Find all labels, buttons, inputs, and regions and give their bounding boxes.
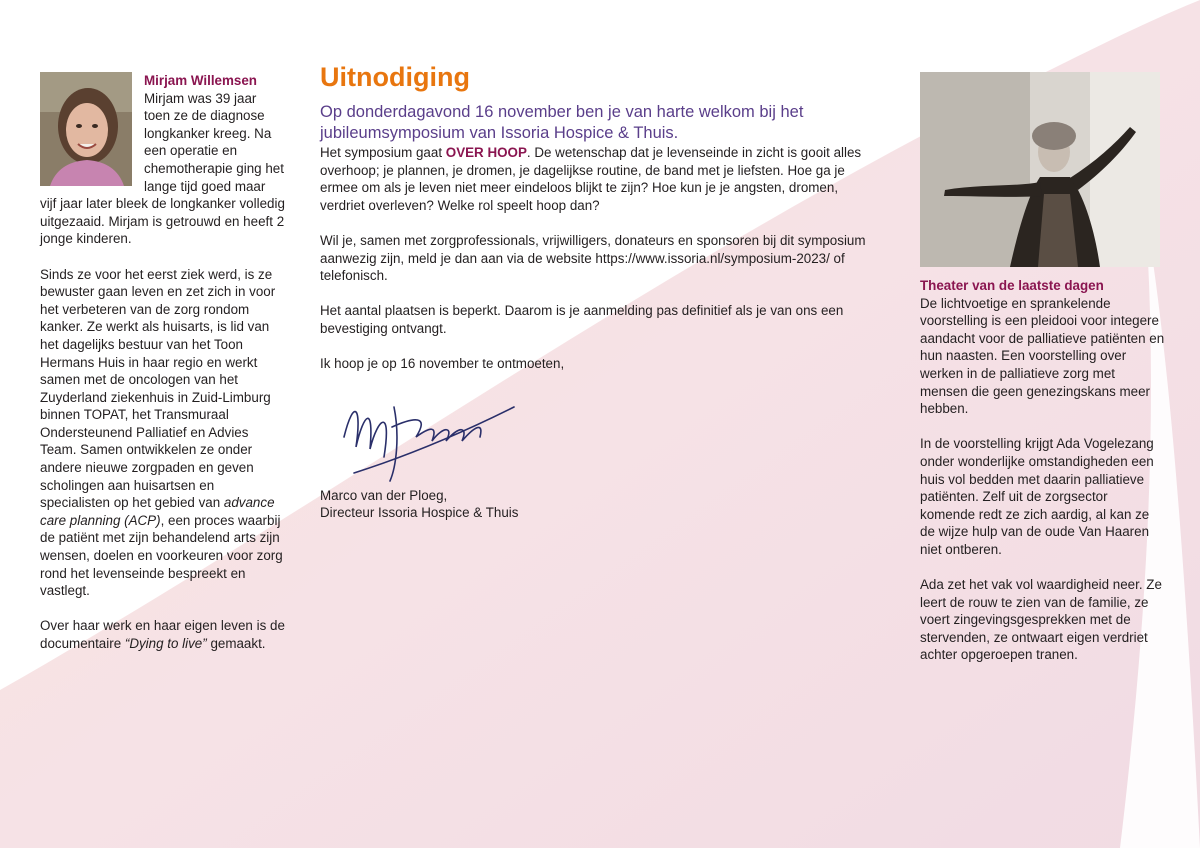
capacity-paragraph: Het aantal plaatsen is beperkt. Daarom is je aanmelding pas definitief als je van ons een bevestiging ontvangt. (320, 303, 844, 336)
intro-paragraph: Het symposium gaat OVER HOOP. De wetenschap dat je levenseinde in zicht is gooit alles overhoop; je plannen, je dromen, je dagelijkse routine, de band met je liefsten. Hoe ga je ermee om als je leven niet meer eindeloos blijkt te zijn? Hoe kun je je angsten, dromen, verdriet overleven? Welke rol speelt hoop dan? (320, 145, 862, 213)
bio-paragraph: Sinds ze voor het eerst ziek werd, is ze bewuster gaan leven en zet zich in voor het verbeteren van de zorg rondom kanker. Ze werkt als huisarts, is lid van het dagelijks bestuur van het Toon Hermans Huis in haar regio en werkt samen met de oncologen van het Zuyderland ziekenhuis in Zuid-Limburg binnen TOPAT, het Transmuraal Ondersteunend Palliatief en Advies Team. Samen ontwikkelen ze onder andere nieuwe zorgpaden en geven scholingen aan huisartsen en specialisten op het gebied van advance care planning (ACP), een proces waarbij de patiënt met zijn behandelend arts zijn wensen, doelen en voorkeuren voor zorg rond het levenseinde bespreekt en vastlegt. (40, 266, 283, 599)
intro-text: Mirjam was 39 jaar toen ze de diagnose longkanker kreeg. Na een operatie en chemotherapie ging het lange tijd goed maar vijf jaar later bleek de longkanker volledig uitgezaaid. Mirjam is getrouwd en heeft 2 jonge kinderen. (40, 90, 285, 247)
right-column (920, 72, 1165, 664)
signer-name: Marco van der Ploeg, (320, 487, 448, 503)
portrait-photo (40, 72, 132, 186)
documentary-paragraph: Over haar werk en haar eigen leven is de documentaire “Dying to live” gemaakt. (40, 618, 285, 651)
signer-role: Directeur Issoria Hospice & Thuis (320, 505, 519, 521)
registration-paragraph: Wil je, samen met zorgprofessionals, vrijwilligers, donateurs en sponsoren bij dit symposium aanwezig zijn, meld je dan aan via de website https://www.issoria.nl/symposium-2023/ of telefonisch. (320, 232, 866, 284)
closing-paragraph: Ada zet het vak vol waardigheid neer. Ze leert de rouw te zien van de familie, ze voert zingevingsgesprekken met de stervenden, ze ontwaart eigen verdriet achter opgeroepen tranen. (920, 577, 1162, 663)
plot-paragraph: In de voorstelling krijgt Ada Vogelezang onder wonderlijke omstandigheden een huis vol bedden met daarin palliatieve patiënten. Zelf uit de zorgsector komende redt ze zich aardig, al kan ze de wijze hulp van de oude Van Haaren niet ontberen. (920, 436, 1154, 557)
closing-line: Ik hoop je op 16 november te ontmoeten, (320, 356, 565, 372)
section-title: Theater van de laatste dagen (920, 278, 1104, 293)
person-name: Mirjam Willemsen (144, 73, 257, 88)
description-paragraph: De lichtvoetige en sprankelende voorstelling is een pleidooi voor integere aandacht voor de palliatieve patiënten en hun naasten. Een voorstelling over werken in de palliatieve zorg met mensen die geen genezingskans meer hebben. (920, 295, 1165, 417)
signature-image (334, 377, 524, 487)
invitation-column (320, 60, 880, 522)
theater-photo (920, 72, 1160, 267)
theme-highlight: OVER HOOP (445, 145, 527, 160)
lead-text: Op donderdagavond 16 november ben je van harte welkom bij het jubileumsymposium van Issoria Hospice & Thuis. (320, 103, 804, 142)
left-column (40, 72, 285, 653)
page-title: Uitnodiging (320, 62, 470, 92)
